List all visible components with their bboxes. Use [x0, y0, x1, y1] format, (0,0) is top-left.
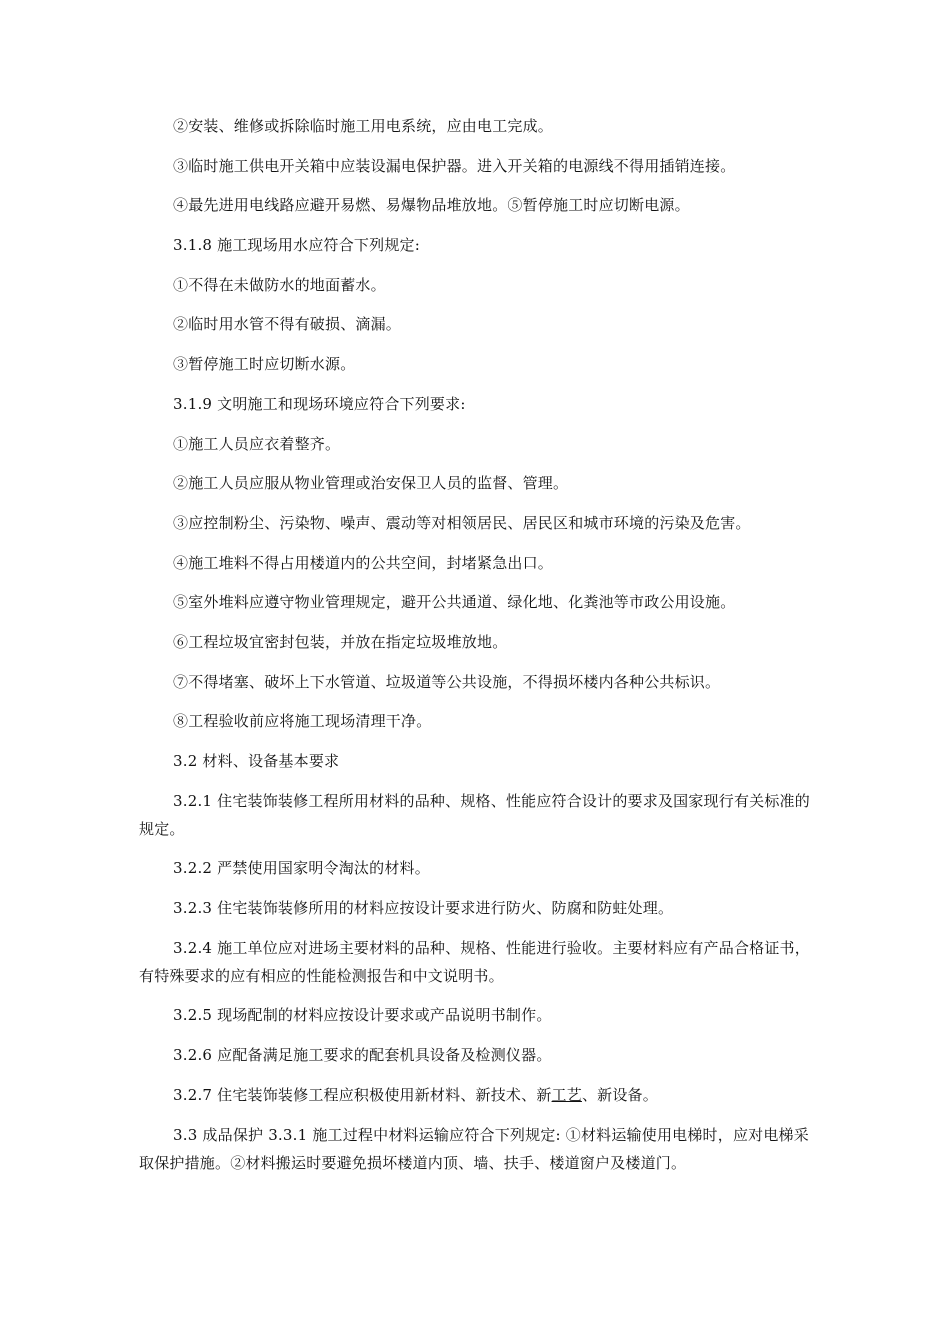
- paragraph: ⑥工程垃圾宜密封包装，并放在指定垃圾堆放地。: [173, 632, 508, 651]
- paragraph: 3.3 成品保护 3.3.1 施工过程中材料运输应符合下列规定: ①材料运输使用电梯时，应对电梯采取保护措施。②材料搬运时要避免损坏楼道内顶、墙、扶手、楼道窗户及楼道门。: [139, 1125, 809, 1172]
- document-body: [139, 112, 811, 1188]
- paragraph: 3.2.2 严禁使用国家明令淘汰的材料。: [173, 859, 430, 878]
- paragraph: [139, 1081, 811, 1109]
- paragraph: ⑧工程验收前应将施工现场清理干净。: [173, 712, 432, 731]
- paragraph: ④施工堆料不得占用楼道内的公共空间，封堵紧急出口。: [173, 553, 554, 572]
- paragraph: ③应控制粉尘、污染物、噪声、震动等对相领居民、居民区和城市环境的污染及危害。: [173, 513, 751, 532]
- paragraph: 3.2.1 住宅装饰装修工程所用材料的品种、规格、性能应符合设计的要求及国家现行有关标准的规定。: [139, 791, 810, 838]
- paragraph: ②临时用水管不得有破损、滴漏。: [173, 315, 402, 334]
- paragraph: ①不得在未做防水的地面蓄水。: [173, 275, 386, 294]
- paragraph-text: 3.2.7 住宅装饰装修工程应积极使用新材料、新技术、新: [173, 1085, 552, 1104]
- paragraph: ⑦不得堵塞、破坏上下水管道、垃圾道等公共设施，不得损坏楼内各种公共标识。: [173, 672, 721, 691]
- paragraph: ④最先进用电线路应避开易燃、易爆物品堆放地。⑤暂停施工时应切断电源。: [173, 196, 690, 215]
- paragraph: ③暂停施工时应切断水源。: [173, 355, 356, 374]
- paragraph: ②施工人员应服从物业管理或治安保卫人员的监督、管理。: [173, 474, 569, 493]
- paragraph: 3.2.4 施工单位应对进场主要材料的品种、规格、性能进行验收。主要材料应有产品合格证书，有特殊要求的应有相应的性能检测报告和中文说明书。: [139, 938, 810, 985]
- paragraph: ②安装、维修或拆除临时施工用电系统，应由电工完成。: [173, 117, 554, 135]
- underlined-text: 工艺: [551, 1085, 582, 1104]
- paragraph: 3.2.3 住宅装饰装修所用的材料应按设计要求进行防火、防腐和防蛀处理。: [173, 899, 674, 918]
- paragraph: 3.2.6 应配备满足施工要求的配套机具设备及检测仪器。: [173, 1046, 552, 1065]
- paragraph: ③临时施工供电开关箱中应装设漏电保护器。进入开关箱的电源线不得用插销连接。: [173, 156, 736, 175]
- paragraph: 3.2.5 现场配制的材料应按设计要求或产品说明书制作。: [173, 1006, 552, 1025]
- section-heading: 3.2 材料、设备基本要求: [173, 752, 340, 770]
- section-heading: 3.1.9 文明施工和现场环境应符合下列要求:: [173, 394, 466, 413]
- paragraph: ⑤室外堆料应遵守物业管理规定，避开公共通道、绿化地、化粪池等市政公用设施。: [173, 593, 736, 612]
- paragraph: ①施工人员应衣着整齐。: [173, 434, 341, 453]
- paragraph-text: 、新设备。: [581, 1085, 658, 1104]
- section-heading: 3.1.8 施工现场用水应符合下列规定:: [173, 236, 420, 255]
